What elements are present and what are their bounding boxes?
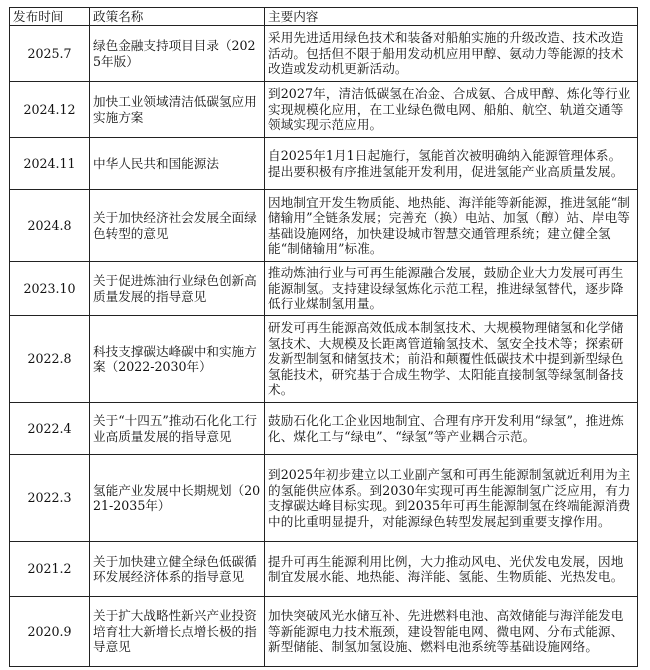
row-content: 加快突破风光水储互补、先进燃料电池、高效储能与海洋能发电等新能源电力技术瓶颈，建设智能电网、微电网、分布式能源、新型储能、制氢加氢设施、燃料电池系统等基础设施网络。 <box>265 597 638 667</box>
table-row <box>10 403 638 455</box>
row-policy-name: 氢能产业发展中长期规划（2021-2035年） <box>90 455 265 542</box>
row-content: 到2025年初步建立以工业副产氢和可再生能源制氢就近利用为主的氢能供应体系。到2030年实现可再生能源制氢广泛应用，有力支撑碳达峰目标实现。到2035年可再生能源制氢在终端能源消费中的比重明显提升，对能源绿色转型发展起到重要支撑作用。 <box>265 455 638 542</box>
table-row <box>10 82 638 138</box>
row-content: 研发可再生能源高效低成本制氢技术、大规模物理储氢和化学储氢技术、大规模及长距离管道输氢技术、氢安全技术等；探索研发新型制氢和储氢技术；前沿和颠覆性低碳技术中提到新型绿色氢能技术，研究基于合成生物学、太阳能直接制氢等绿氢制备技术。 <box>265 316 638 403</box>
row-content: 采用先进适用绿色技术和装备对船舶实施的升级改造、技术改造活动。包括但不限于船用发动机应用甲醇、氨动力等能源的技术改造或发动机更新活动。 <box>265 26 638 82</box>
row-policy-name: 关于加快建立健全绿色低碳循环发展经济体系的指导意见 <box>90 542 265 597</box>
row-policy-name: 中华人民共和国能源法 <box>90 138 265 190</box>
row-date: 2025.7 <box>10 26 90 82</box>
row-policy-name: 加快工业领域清洁低碳氢应用实施方案 <box>90 82 265 138</box>
row-policy-name: 关于加快经济社会发展全面绿色转型的意见 <box>90 190 265 262</box>
row-content: 自2025年1月1日起施行，氢能首次被明确纳入能源管理体系。提出要积极有序推进氢能开发利用，促进氢能产业高质量发展。 <box>265 138 638 190</box>
row-date: 2021.2 <box>10 542 90 597</box>
row-date: 2024.8 <box>10 190 90 262</box>
row-date: 2020.9 <box>10 597 90 667</box>
table-row <box>10 316 638 403</box>
row-date: 2022.3 <box>10 455 90 542</box>
table-row <box>10 190 638 262</box>
row-date: 2024.12 <box>10 82 90 138</box>
table-row <box>10 138 638 190</box>
row-content: 提升可再生能源利用比例，大力推动风电、光伏发电发展，因地制宜发展水能、地热能、海洋能、氢能、生物质能、光热发电。 <box>265 542 638 597</box>
row-policy-name: 关于扩大战略性新兴产业投资培育壮大新增长点增长极的指导意见 <box>90 597 265 667</box>
table-row <box>10 542 638 597</box>
header-date: 发布时间 <box>10 8 90 26</box>
row-policy-name: 关于促进炼油行业绿色创新高质量发展的指导意见 <box>90 262 265 316</box>
row-policy-name: 科技支撑碳达峰碳中和实施方案（2022-2030年） <box>90 316 265 403</box>
row-policy-name: 绿色金融支持项目目录（2025年版） <box>90 26 265 82</box>
row-date: 2022.8 <box>10 316 90 403</box>
header-main-content: 主要内容 <box>265 8 638 26</box>
row-content: 因地制宜开发生物质能、地热能、海洋能等新能源，推进氢能“制储输用”全链条发展；完善充（换）电站、加氢（醇）站、岸电等基础设施网络，加快建设城市智慧交通管理系统；建立健全氢能“制储输用”标准。 <box>265 190 638 262</box>
row-policy-name: 关于“十四五”推动石化化工行业高质量发展的指导意见 <box>90 403 265 455</box>
row-content: 到2027年，清洁低碳氢在冶金、合成氨、合成甲醇、炼化等行业实现规模化应用，在工业绿色微电网、船舶、航空、轨道交通等领域实现示范应用。 <box>265 82 638 138</box>
table-row <box>10 455 638 542</box>
table-row <box>10 26 638 82</box>
row-date: 2022.4 <box>10 403 90 455</box>
row-content: 鼓励石化化工企业因地制宜、合理有序开发利用“绿氢”，推进炼化、煤化工与“绿电”、“绿氢”等产业耦合示范。 <box>265 403 638 455</box>
row-date: 2024.11 <box>10 138 90 190</box>
table-row <box>10 262 638 316</box>
policy-table <box>9 7 638 667</box>
table-header-row <box>10 8 638 26</box>
table-row <box>10 597 638 667</box>
row-content: 推动炼油行业与可再生能源融合发展，鼓励企业大力发展可再生能源制氢。支持建设绿氢炼化示范工程，推进绿氢替代，逐步降低行业煤制氢用量。 <box>265 262 638 316</box>
row-date: 2023.10 <box>10 262 90 316</box>
header-policy-name: 政策名称 <box>90 8 265 26</box>
